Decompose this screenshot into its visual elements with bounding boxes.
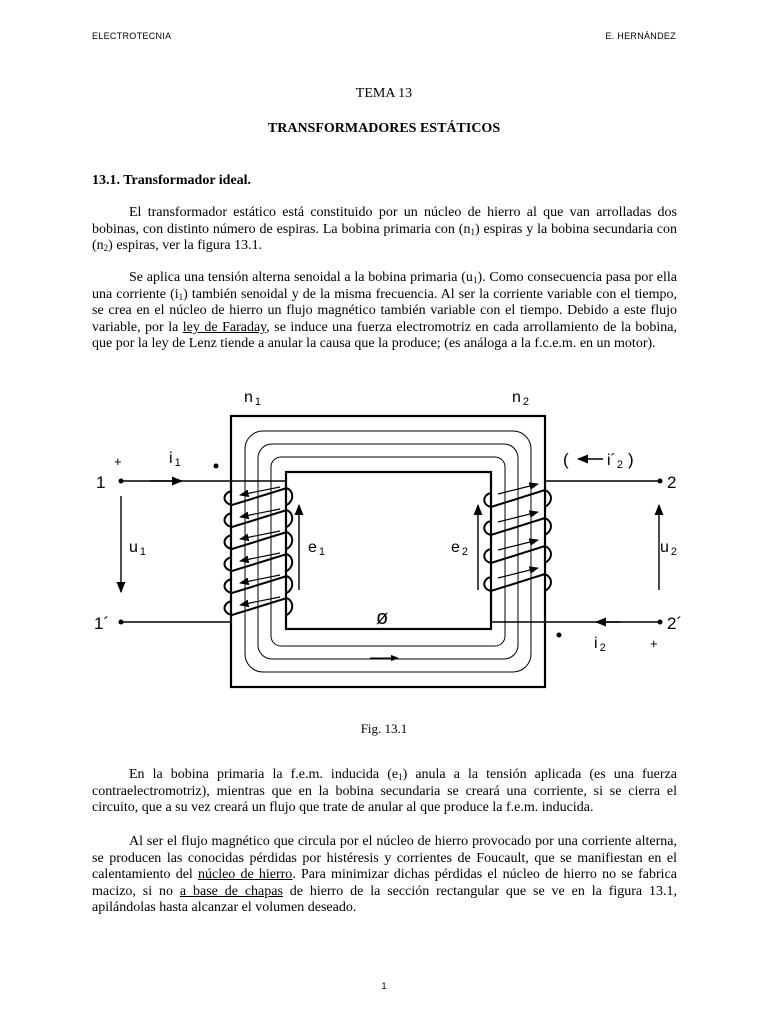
e1-label: e 1 bbox=[308, 539, 326, 558]
paren-close: ) bbox=[628, 450, 634, 469]
e2-label: e 2 bbox=[451, 539, 469, 558]
terminal-2p bbox=[658, 620, 663, 625]
i2prime-label: i´2 bbox=[607, 452, 624, 471]
paragraph-3: En la bobina primaria la f.e.m. inducida $(e_1)$ anula a la tensión aplicada (es una fuerza contraelectromotriz), mientras que en la bobina secundaria se creará una corriente, si se cierra el circuito, que a su vez creará un flujo que trate de anular al que produce la f.e.m. inducida. bbox=[92, 767, 677, 816]
running-header-right: E. HERNÁNDEZ bbox=[605, 31, 676, 41]
paren-open: ( bbox=[563, 450, 569, 469]
terminal-1p bbox=[119, 620, 124, 625]
polarity-dot-primary bbox=[214, 464, 219, 469]
paragraph-2: Se aplica una tensión alterna senoidal a la bobina primaria $(u_1)$. Como consecuencia pasa por ella una corriente $(i_1)$ también senoidal y de la misma frecuencia. Al ser la corriente variable con el tiempo, se crea en el núcleo de hierro un flujo magnético también variable con el tiempo. Debido a este flujo variable, por la ley de Faraday, se induce una fuerza electromotriz en cada arrollamiento de la bobina, que por la ley de Lenz tiende a anular la causa que la produce; (es análoga a la f.c.e.m. en un motor). bbox=[92, 270, 678, 352]
figure-caption: Fig. 13.1 bbox=[360, 721, 408, 736]
paragraph-4: Al ser el flujo magnético que circula por el núcleo de hierro provocado por una corriente alterna, se producen las conocidas pérdidas por histéresis y corrientes de Foucault, que se manifiestan en el calentamiento del núcleo de hierro. Para minimizar dichas pérdidas el núcleo de hierro no se fabrica macizo, si no a base de chapas de hierro de la sección rectangular que se ve en la figura 13.1, apilándolas hasta alcanzar el volumen deseado. bbox=[92, 834, 677, 916]
transformer-diagram bbox=[0, 380, 768, 690]
u1-label: u 1 bbox=[129, 539, 147, 558]
plus-primary: + bbox=[114, 454, 122, 469]
i2-label: i 2 bbox=[594, 635, 606, 654]
flux-label: ø bbox=[376, 607, 389, 629]
iron-core-link[interactable]: núcleo de hierro bbox=[197, 867, 293, 883]
flux-line bbox=[245, 431, 531, 672]
paragraph-1: El transformador estático está constituido por un núcleo de hierro al que van arrolladas dos bobinas, con distinto número de espiras. La bobina primaria con $(n_1)$ espiras y la bobina secundaria con $(n_2)$ espiras, ver la figura 13.1. bbox=[92, 205, 677, 254]
terminal-2-label: 2 bbox=[667, 473, 677, 492]
n1-label: n 1 bbox=[244, 389, 262, 408]
terminal-1-label: 1 bbox=[96, 473, 106, 492]
page-number: 1 bbox=[381, 981, 387, 991]
faraday-link[interactable]: ley de Faraday bbox=[182, 319, 267, 335]
terminal-1 bbox=[119, 479, 124, 484]
terminal-1p-label: 1´ bbox=[94, 614, 110, 633]
plus-secondary: + bbox=[650, 636, 658, 651]
section-heading: 13.1. Transformador ideal. bbox=[92, 173, 252, 188]
u2-label: u 2 bbox=[660, 539, 678, 558]
terminal-2p-label: 2´ bbox=[667, 614, 683, 633]
polarity-dot-secondary bbox=[557, 633, 562, 638]
terminal-2 bbox=[658, 479, 663, 484]
chapter-label: TEMA 13 bbox=[355, 86, 413, 101]
page-title: TRANSFORMADORES ESTÁTICOS bbox=[267, 121, 501, 136]
running-header-left: ELECTROTECNIA bbox=[92, 31, 172, 41]
i1-label: i 1 bbox=[169, 450, 181, 469]
sheets-link[interactable]: a base de chapas bbox=[179, 883, 283, 899]
n2-label: n 2 bbox=[512, 389, 530, 408]
